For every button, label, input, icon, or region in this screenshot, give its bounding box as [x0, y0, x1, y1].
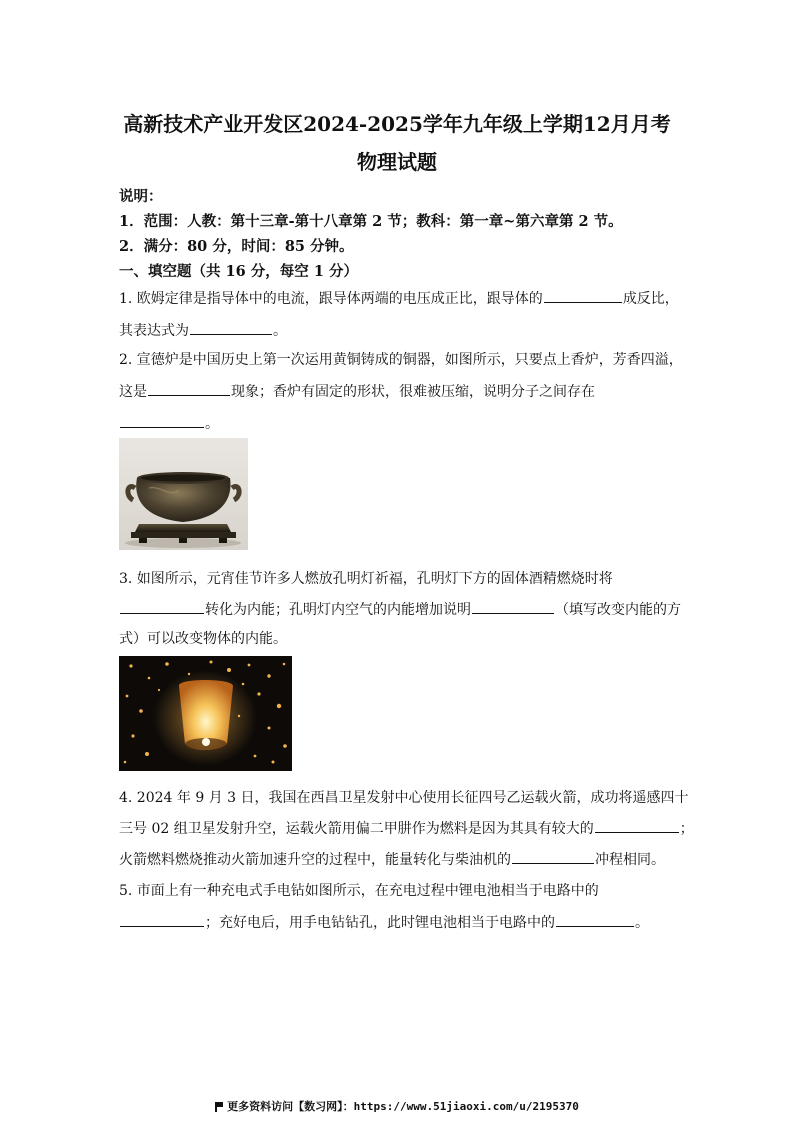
question-4-line-1: 4. 2024 年 9 月 3 日，我国在西昌卫星发射中心使用长征四号乙运载火箭，成功将遥感四十: [119, 790, 689, 806]
answer-blank[interactable]: [595, 818, 679, 833]
censer-image: [119, 438, 248, 550]
question-2-line-2: 这是 现象；香炉有固定的形状，很难被压缩，说明分子之间存在: [119, 381, 595, 401]
footer-link[interactable]: 更多资料访问【数习网】：https://www.51jiaoxi.com/u/2195370: [0, 1098, 794, 1114]
question-2-line-1: 2. 宣德炉是中国历史上第一次运用黄铜铸成的铜器，如图所示，只要点上香炉，芳香四溢，: [119, 352, 683, 368]
question-2-line-3: 。: [119, 413, 219, 433]
question-1-line-2: 其表达式为 。: [119, 320, 287, 340]
answer-blank[interactable]: [120, 912, 204, 927]
answer-blank[interactable]: [556, 912, 634, 927]
notes-heading: 说明：: [119, 188, 163, 205]
censer-illustration: [119, 438, 248, 550]
exam-title: 高新技术产业开发区2024-2025学年九年级上学期12月月考: [123, 112, 671, 136]
answer-blank[interactable]: [472, 599, 554, 614]
answer-blank[interactable]: [512, 849, 594, 864]
section-heading: 一、填空题（共 16 分，每空 1 分）: [119, 263, 358, 280]
answer-blank[interactable]: [148, 381, 230, 396]
answer-blank[interactable]: [120, 413, 204, 428]
answer-blank[interactable]: [190, 320, 272, 335]
question-4-line-2: 三号 02 组卫星发射升空，运载火箭用偏二甲肼作为燃料是因为其具有较大的 ；: [119, 818, 694, 838]
sky-lantern-illustration: [119, 656, 292, 771]
exam-subtitle: 物理试题: [357, 150, 437, 174]
question-5-line-2: ；充好电后，用手电钻钻孔，此时锂电池相当于电路中的 。: [119, 912, 649, 932]
question-3-line-2: 转化为内能；孔明灯内空气的内能增加说明 （填写改变内能的方: [119, 599, 681, 619]
answer-blank[interactable]: [120, 599, 204, 614]
answer-blank[interactable]: [544, 288, 622, 303]
question-3-line-3: 式）可以改变物体的内能。: [119, 631, 287, 647]
question-4-line-3: 火箭燃料燃烧推动火箭加速升空的过程中，能量转化与柴油机的 冲程相同。: [119, 849, 665, 869]
flag-icon: [215, 1102, 223, 1111]
question-1-line-1: 1. 欧姆定律是指导体中的电流，跟导体两端的电压成正比，跟导体的 成反比，: [119, 288, 679, 308]
question-5-line-1: 5. 市面上有一种充电式手电钻如图所示，在充电过程中锂电池相当于电路中的: [119, 883, 599, 899]
question-3-line-1: 3. 如图所示，元宵佳节许多人燃放孔明灯祈福，孔明灯下方的固体酒精燃烧时将: [119, 571, 613, 587]
notes-scope: 1．范围：人教：第十三章-第十八章第 2 节；教科：第一章~第六章第 2 节。: [119, 213, 623, 230]
sky-lantern-image: [119, 656, 292, 771]
notes-score-time: 2．满分：80 分，时间：85 分钟。: [119, 238, 354, 255]
